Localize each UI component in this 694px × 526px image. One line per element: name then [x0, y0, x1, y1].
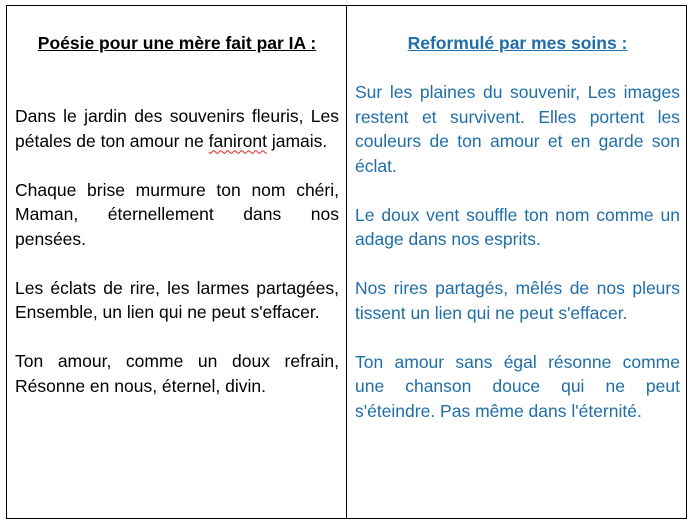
original-stanza-1: [15, 104, 339, 153]
original-stanza-1-text-after: jamais.: [266, 130, 328, 151]
poem-comparison-table: [6, 5, 687, 519]
misspelled-word: faniront: [208, 130, 267, 151]
original-stanza-3: Les éclats de rire, les larmes partagées, Ensemble, un lien qui ne peut s'effacer.: [15, 277, 339, 322]
reformulated-stanza-1: Sur les plaines du souvenir, Les images restent et survivent. Elles portent les couleurs de ton amour et en garde son éclat.: [355, 82, 680, 176]
reformulated-stanza-3: Nos rires partagés, mêlés de nos pleurs tissent un lien qui ne peut s'effacer.: [355, 278, 680, 323]
original-stanza-2: Chaque brise murmure ton nom chéri, Maman, éternellement dans nos pensées.: [15, 179, 339, 249]
reformulated-poem-heading: Reformulé par mes soins :: [407, 33, 628, 53]
original-poem-column: [7, 6, 347, 518]
original-poem-heading: Poésie pour une mère fait par IA :: [37, 33, 317, 53]
original-stanza-4: Ton amour, comme un doux refrain, Résonne en nous, éternel, divin.: [15, 351, 339, 396]
reformulated-stanza-2: Le doux vent souffle ton nom comme un adage dans nos esprits.: [355, 204, 680, 249]
reformulated-stanza-4: Ton amour sans égal résonne comme une chanson douce qui ne peut s'éteindre. Pas même dans l'éternité.: [355, 351, 680, 421]
reformulated-poem-column: [347, 6, 686, 518]
original-stanza-1-text-before: Dans le jardin des souvenirs fleuris, Les pétales de ton amour ne: [15, 106, 339, 151]
